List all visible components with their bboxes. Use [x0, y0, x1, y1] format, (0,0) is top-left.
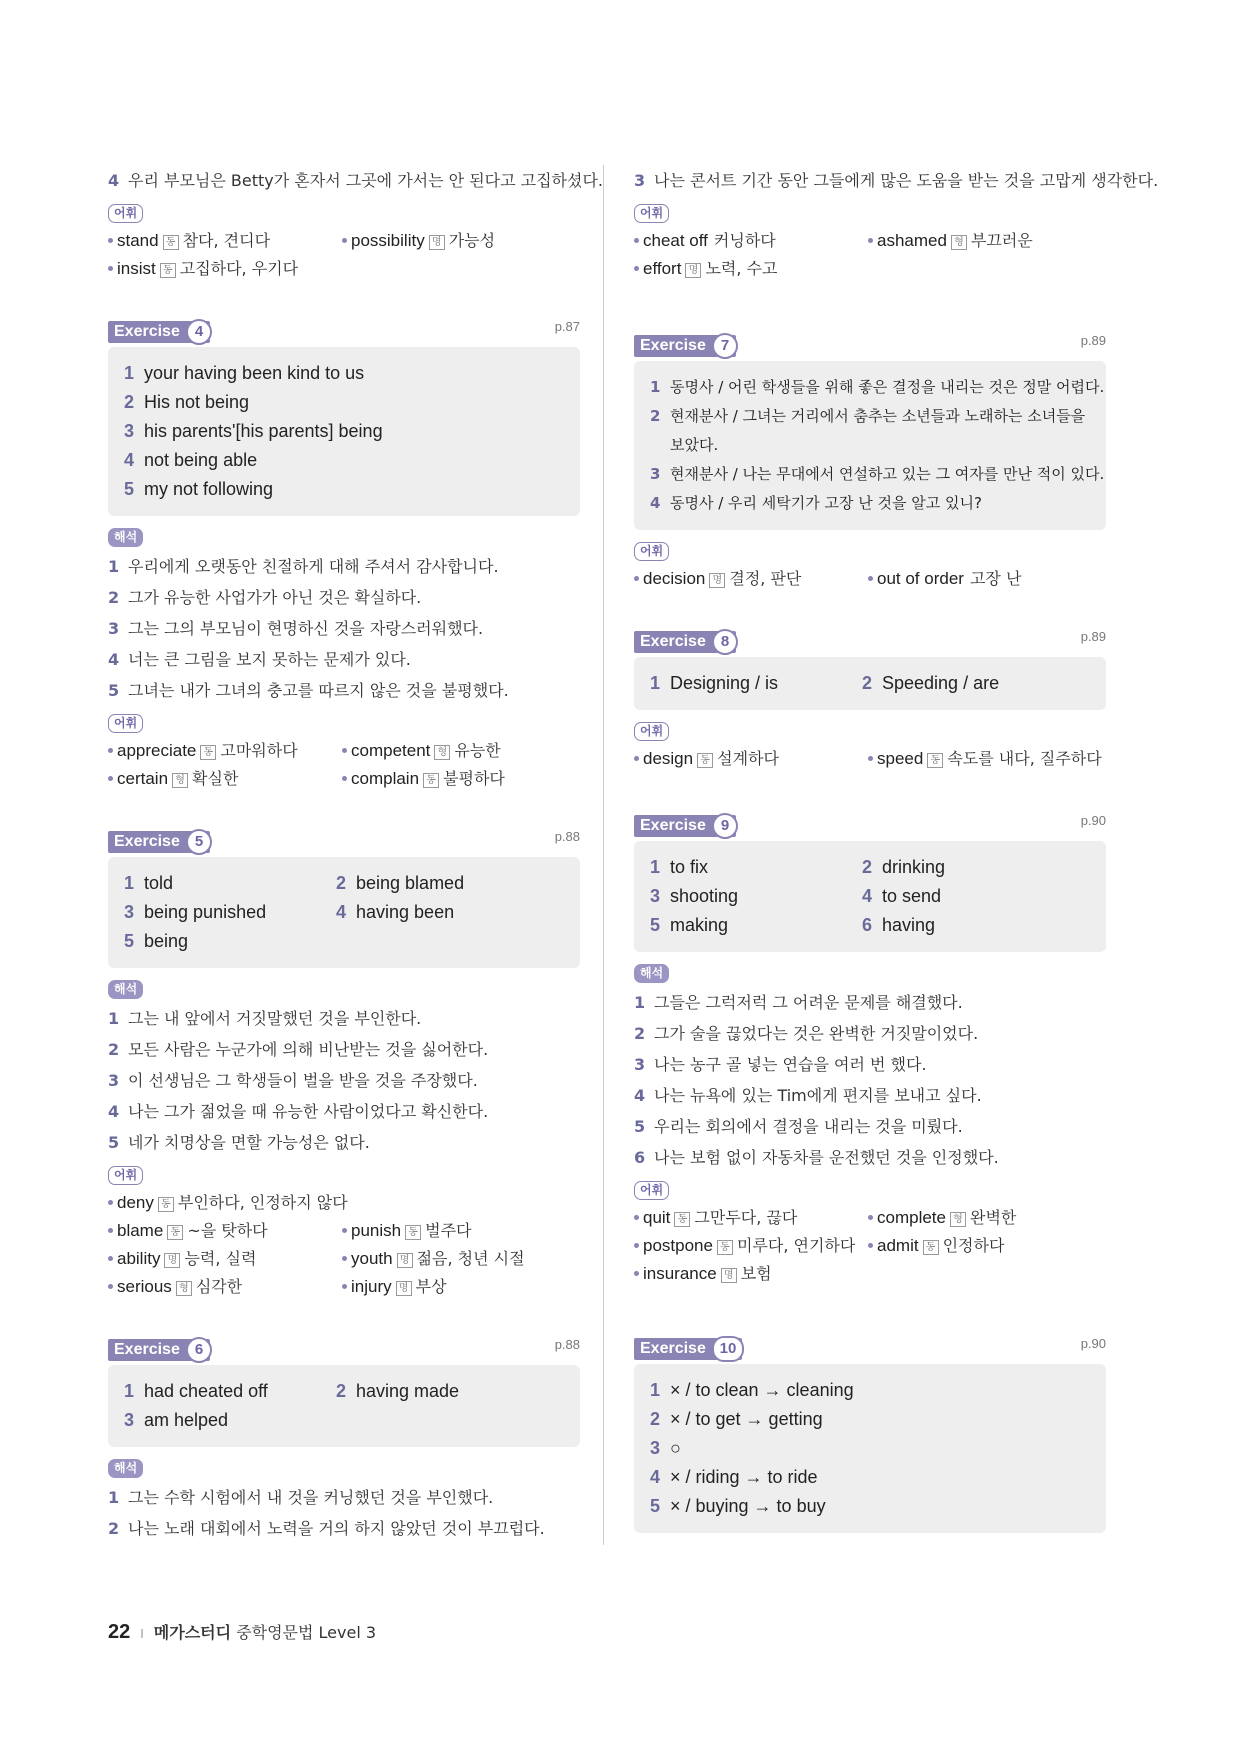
vocab-item: admit 동 인정하다: [868, 1232, 1102, 1260]
exercise-9-header: [634, 813, 1106, 841]
translation-item: 2 그가 술을 끊었다는 것은 완벽한 거짓말이었다.: [634, 1024, 979, 1043]
item-number: 4: [108, 171, 120, 190]
answer-line: 4 having been: [336, 902, 455, 922]
vocab-tag: 어휘: [634, 722, 669, 741]
exercise-label: Exercise: [108, 831, 210, 853]
answer-line: 2 × / to get → getting: [650, 1409, 823, 1429]
vocab-list: [634, 1204, 1106, 1288]
vocab-item: out of order 고장 난: [868, 565, 1102, 593]
translation-item: 2 모든 사람은 누군가에 의해 비난받는 것을 싫어한다.: [108, 1040, 489, 1059]
exercise-7-header: [634, 333, 1106, 361]
vocab-item: quit 동 그만두다, 끊다: [634, 1204, 868, 1232]
exercise-label: Exercise: [634, 335, 736, 357]
vocab-item: cheat off 커닝하다: [634, 227, 868, 255]
vocab-item: stand 동 참다, 견디다: [108, 227, 342, 255]
answer-line: 5 × / buying → to buy: [650, 1496, 826, 1516]
answer-line: 4 동명사 / 우리 세탁기가 고장 난 것을 알고 있니?: [650, 494, 982, 512]
answer-line: 보았다.: [670, 436, 719, 454]
exercise-number: 9: [712, 813, 738, 839]
translation-item: 1 그들은 그럭저럭 그 어려운 문제를 해결했다.: [634, 993, 963, 1012]
answer-line: 1 told: [124, 873, 174, 893]
exercise-page-ref: p.88: [554, 829, 580, 844]
vocab-item: appreciate 동 고마워하다: [108, 737, 342, 765]
exercise-number: 4: [186, 319, 212, 345]
vocab-list: [634, 227, 1106, 283]
page-footer: [108, 1620, 376, 1644]
vocab-list: [634, 565, 1106, 593]
vocab-item: punish 동 벌주다: [342, 1217, 576, 1245]
answer-line: 1 동명사 / 어린 학생들을 위해 좋은 결정을 내리는 것은 정말 어렵다.: [650, 378, 1105, 396]
exercise-number: 7: [712, 333, 738, 359]
vocab-item: possibility 명 가능성: [342, 227, 576, 255]
left-column: [108, 165, 604, 1544]
answer-line: 3 being punished: [124, 902, 267, 922]
answer-line: 3 현재분사 / 나는 무대에서 연설하고 있는 그 여자를 만난 적이 있다.: [650, 465, 1105, 483]
vocab-item: effort 명 노력, 수고: [634, 255, 868, 283]
footer-separator: I: [140, 1627, 144, 1641]
answer-line: 5 my not following: [124, 479, 274, 499]
vocab-item: certain 형 확실한: [108, 765, 342, 793]
vocab-tag: 어휘: [108, 1166, 143, 1185]
translation-item: 2 나는 노래 대회에서 노력을 거의 하지 않았던 것이 부끄럽다.: [108, 1519, 545, 1538]
exercise-number: 10: [712, 1336, 744, 1362]
answer-line: 3 ○: [650, 1438, 681, 1458]
vocab-item: decision 명 결정, 판단: [634, 565, 868, 593]
vocab-tag: 어휘: [108, 714, 143, 733]
answer-line: 5 being: [124, 931, 189, 951]
exercise-6-translations: [108, 1482, 580, 1544]
translation-tag: 해석: [108, 528, 143, 547]
answer-line: 1 Designing / is: [650, 673, 779, 693]
exercise-page-ref: p.90: [1080, 813, 1106, 828]
vocab-list: [634, 745, 1106, 773]
exercise-7-answers: [634, 361, 1106, 530]
vocab-list: [108, 227, 580, 283]
answer-line: 2 drinking: [862, 857, 946, 877]
answer-line: 3 am helped: [124, 1410, 229, 1430]
translation-item: 1 그는 내 앞에서 거짓말했던 것을 부인한다.: [108, 1009, 422, 1028]
vocab-item: insurance 명 보험: [634, 1260, 868, 1288]
brand-name: 메가스터디: [153, 1623, 232, 1642]
vocab-tag: 어휘: [634, 542, 669, 561]
answer-line: 2 being blamed: [336, 873, 465, 893]
answer-line: 4 not being able: [124, 450, 258, 470]
answer-line: 1 had cheated off: [124, 1381, 268, 1401]
translation-item: 3 이 선생님은 그 학생들이 벌을 받을 것을 주장했다.: [108, 1071, 478, 1090]
exercise-6-header: [108, 1337, 580, 1365]
vocab-item: injury 명 부상: [342, 1273, 576, 1301]
item-text: 우리 부모님은 Betty가 혼자서 그곳에 가서는 안 된다고 고집하셨다.: [128, 171, 604, 190]
vocab-item: design 동 설계하다: [634, 745, 868, 773]
vocab-item: insist 동 고집하다, 우기다: [108, 255, 342, 283]
answer-line: 2 His not being: [124, 392, 250, 412]
translation-item: 5 네가 치명상을 면할 가능성은 없다.: [108, 1133, 370, 1152]
exercise-4-translations: [108, 551, 580, 706]
vocab-item: ability 명 능력, 실력: [108, 1245, 342, 1273]
answer-line: 4 to send: [862, 886, 942, 906]
exercise-10-answers: [634, 1364, 1106, 1533]
vocab-tag: 어휘: [634, 204, 669, 223]
answer-line: 1 × / to clean → cleaning: [650, 1380, 854, 1400]
column-divider: [603, 165, 604, 1545]
exercise-number: 6: [186, 1337, 212, 1363]
vocab-item: deny 동 부인하다, 인정하지 않다: [108, 1189, 576, 1217]
translation-item: 4 나는 뉴욕에 있는 Tim에게 편지를 보내고 싶다.: [634, 1086, 982, 1105]
page-number: 22: [108, 1621, 131, 1643]
answer-line: 3 his parents'[his parents] being: [124, 421, 383, 441]
exercise-page-ref: p.89: [1080, 629, 1106, 644]
translation-item: 5 그녀는 내가 그녀의 충고를 따르지 않은 것을 불평했다.: [108, 681, 509, 700]
exercise-label: Exercise: [634, 815, 736, 837]
answer-line: 2 having made: [336, 1381, 460, 1401]
exercise-9-translations: [634, 987, 1106, 1173]
exercise-5-header: [108, 829, 580, 857]
vocab-item: speed 동 속도를 내다, 질주하다: [868, 745, 1102, 773]
exercise-10-header: [634, 1336, 1106, 1364]
exercise-5-answers: [108, 857, 580, 968]
translation-item: [108, 165, 604, 196]
exercise-4-header: [108, 319, 580, 347]
vocab-item: blame 동 ~을 탓하다: [108, 1217, 342, 1245]
answer-line: 4 × / riding → to ride: [650, 1467, 818, 1487]
translation-item: 4 나는 그가 젊었을 때 유능한 사람이었다고 확신한다.: [108, 1102, 489, 1121]
vocab-item: competent 형 유능한: [342, 737, 576, 765]
vocab-item: complete 형 완벽한: [868, 1204, 1102, 1232]
answer-line: 1 to fix: [650, 857, 709, 877]
translation-item: 3 나는 농구 골 넣는 연습을 여러 번 했다.: [634, 1055, 927, 1074]
answer-line: 1 your having been kind to us: [124, 363, 365, 383]
translation-tag: 해석: [108, 1459, 143, 1478]
exercise-4-answers: [108, 347, 580, 516]
translation-tag: 해석: [108, 980, 143, 999]
translation-item: 3 나는 콘서트 기간 동안 그들에게 많은 도움을 받는 것을 고맙게 생각한다.: [634, 171, 1159, 190]
exercise-label: Exercise: [634, 631, 736, 653]
exercise-label: Exercise: [634, 1338, 742, 1360]
vocab-list: [108, 1189, 580, 1301]
exercise-6-answers: [108, 1365, 580, 1447]
vocab-list: [108, 737, 580, 793]
answer-line: 2 현재분사 / 그녀는 거리에서 춤추는 소년들과 노래하는 소녀들을: [650, 407, 1086, 425]
exercise-page-ref: p.89: [1080, 333, 1106, 348]
exercise-page-ref: p.90: [1080, 1336, 1106, 1351]
translation-item: 6 나는 보험 없이 자동차를 운전했던 것을 인정했다.: [634, 1148, 999, 1167]
right-column: [634, 165, 1159, 1533]
exercise-9-answers: [634, 841, 1106, 952]
exercise-8-header: [634, 629, 1106, 657]
translation-item: 4 너는 큰 그림을 보지 못하는 문제가 있다.: [108, 650, 411, 669]
vocab-item: ashamed 형 부끄러운: [868, 227, 1102, 255]
exercise-number: 8: [712, 629, 738, 655]
translation-item: 1 그는 수학 시험에서 내 것을 커닝했던 것을 부인했다.: [108, 1488, 494, 1507]
translation-tag: 해석: [634, 964, 669, 983]
answer-line: 3 shooting: [650, 886, 739, 906]
book-title: 중학영문법 Level 3: [236, 1623, 377, 1642]
vocab-item: complain 동 불평하다: [342, 765, 576, 793]
vocab-item: youth 명 젊음, 청년 시절: [342, 1245, 576, 1273]
exercise-page-ref: p.87: [554, 319, 580, 334]
translation-item: 2 그가 유능한 사업가가 아닌 것은 확실하다.: [108, 588, 422, 607]
vocab-tag: 어휘: [634, 1181, 669, 1200]
vocab-tag: 어휘: [108, 204, 143, 223]
exercise-page-ref: p.88: [554, 1337, 580, 1352]
translation-item: 3 그는 그의 부모님이 현명하신 것을 자랑스러워했다.: [108, 619, 484, 638]
exercise-label: Exercise: [108, 1339, 210, 1361]
answer-line: 2 Speeding / are: [862, 673, 1000, 693]
answer-line: 6 having: [862, 915, 936, 935]
exercise-label: Exercise: [108, 321, 210, 343]
exercise-5-translations: [108, 1003, 580, 1158]
vocab-item: postpone 동 미루다, 연기하다: [634, 1232, 868, 1260]
vocab-item: serious 형 심각한: [108, 1273, 342, 1301]
exercise-8-answers: [634, 657, 1106, 710]
exercise-number: 5: [186, 829, 212, 855]
answer-line: 5 making: [650, 915, 729, 935]
translation-item: 5 우리는 회의에서 결정을 내리는 것을 미뤘다.: [634, 1117, 963, 1136]
translation-item: 1 우리에게 오랫동안 친절하게 대해 주셔서 감사합니다.: [108, 557, 499, 576]
